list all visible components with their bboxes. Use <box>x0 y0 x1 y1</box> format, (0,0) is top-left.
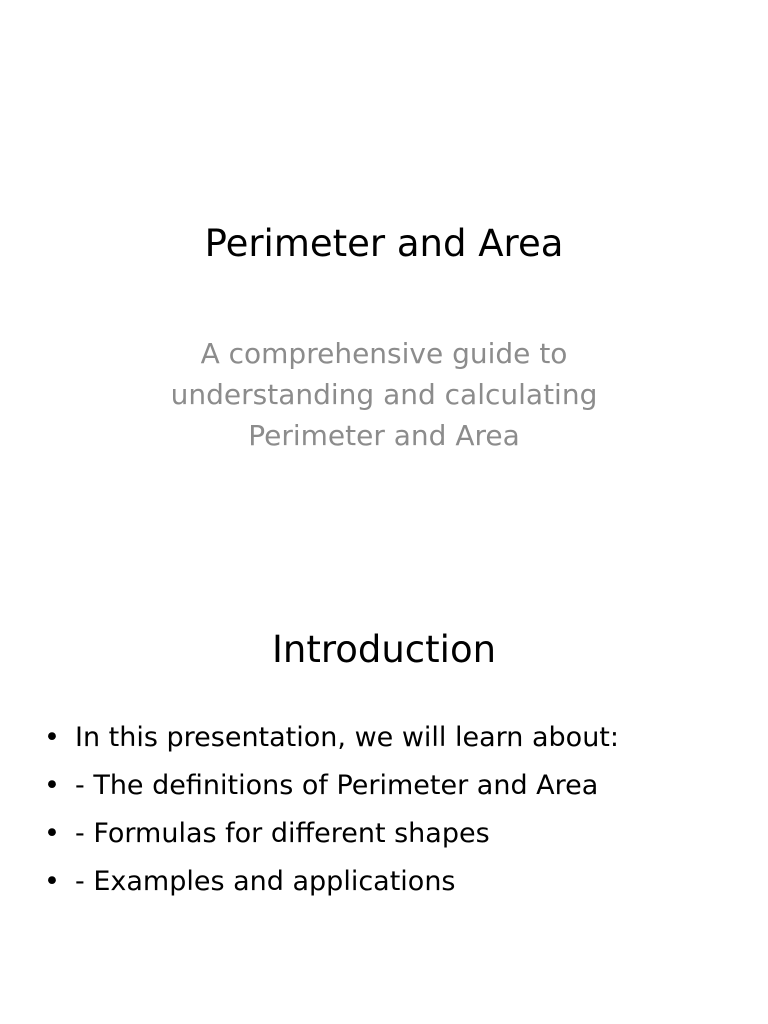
bullet-list <box>44 714 619 906</box>
bullet-icon: • <box>44 866 60 897</box>
bullet-item <box>44 810 619 858</box>
bullet-text: - Formulas for different shapes <box>75 818 490 849</box>
slide-title: Perimeter and Area <box>204 222 564 265</box>
bullet-item <box>44 714 619 762</box>
bullet-text: - The definitions of Perimeter and Area <box>75 770 599 801</box>
slide-heading: Introduction <box>271 628 497 671</box>
bullet-icon: • <box>44 818 60 849</box>
bullet-item <box>44 858 619 906</box>
slide-subtitle: A comprehensive guide to understanding and calculating Perimeter and Area <box>170 337 598 452</box>
bullet-icon: • <box>44 770 60 801</box>
bullet-item <box>44 762 619 810</box>
bullet-text: In this presentation, we will learn about: <box>75 722 619 753</box>
bullet-text: - Examples and applications <box>75 866 456 897</box>
introduction-slide <box>0 512 768 1024</box>
bullet-icon: • <box>44 722 60 753</box>
